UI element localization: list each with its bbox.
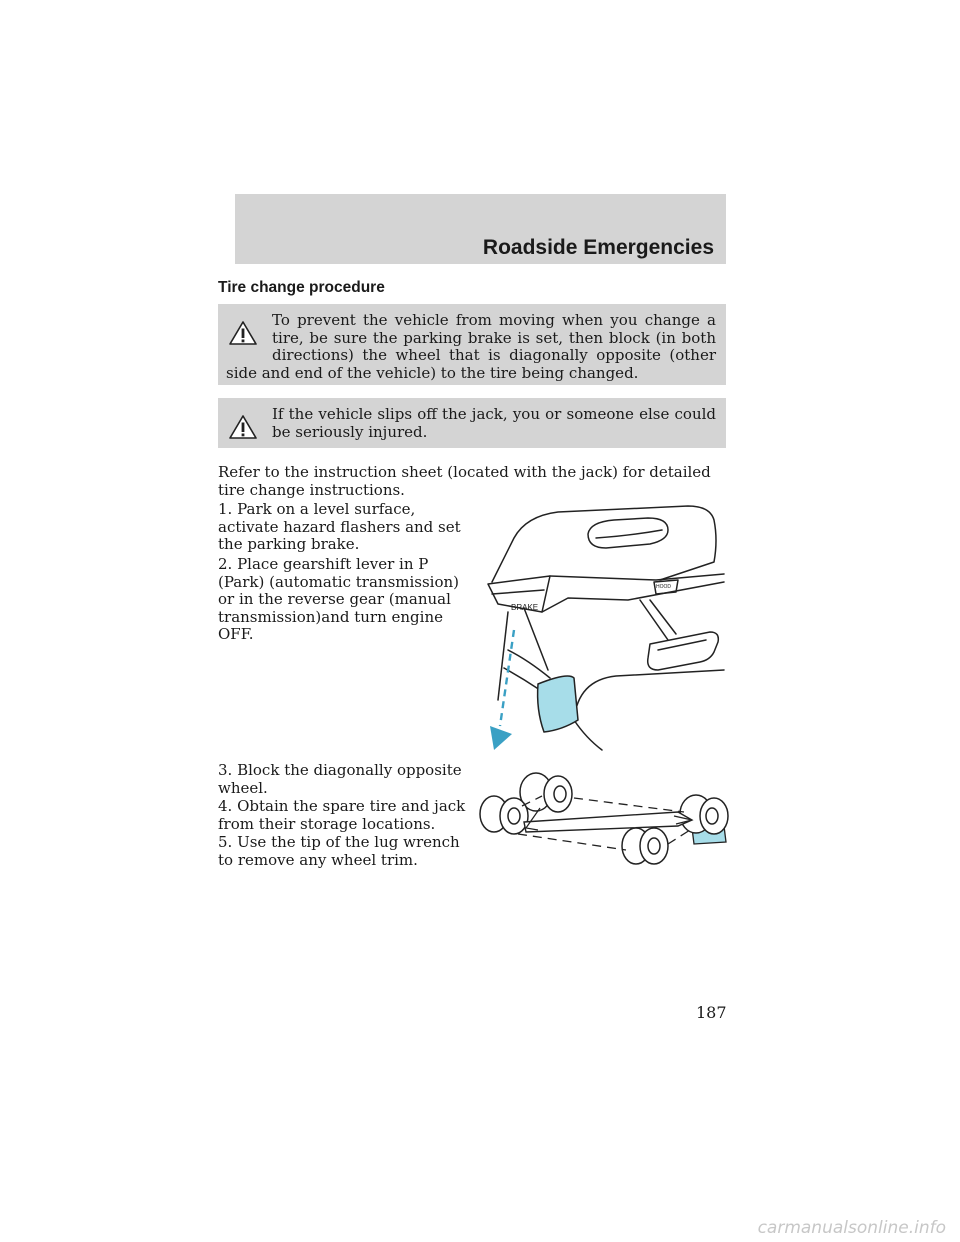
- page-number: 187: [696, 1003, 727, 1022]
- intro-paragraph: Refer to the instruction sheet (located with the jack) for detailed tire change instructions.: [218, 463, 711, 499]
- parking-brake-illustration: [478, 500, 728, 755]
- step-3: 3. Block the diagonally opposite wheel.: [218, 761, 462, 797]
- warning-triangle-icon: [228, 320, 258, 346]
- warning-text-jack: If the vehicle slips off the jack, you or someone else could be seriously injured.: [272, 405, 716, 441]
- step-2: 2. Place gearshift lever in P (Park) (automatic transmission) or in the reverse gear (manual transmission)and turn engine OFF.: [218, 555, 460, 643]
- brake-label: BRAKE: [511, 603, 539, 612]
- step-4: 4. Obtain the spare tire and jack from their storage locations.: [218, 797, 466, 833]
- warning-box-parking: [218, 304, 726, 385]
- step-1: 1. Park on a level surface, activate hazard flashers and set the parking brake.: [218, 500, 461, 553]
- section-header-title: Roadside Emergencies: [482, 236, 714, 259]
- hood-label: HOOD: [656, 584, 671, 590]
- step-5: 5. Use the tip of the lug wrench to remove any wheel trim.: [218, 833, 460, 869]
- warning-box-jack: [218, 398, 726, 448]
- section-title: Tire change procedure: [218, 279, 385, 296]
- wheel-blocking-illustration: [478, 770, 734, 870]
- header-band: [235, 194, 726, 264]
- warning-text-parking: To prevent the vehicle from moving when you change a tire, be sure the parking brake is set, then block (in both directions) the wheel that is diagonally opposite (other side and end of the vehicle) to the tire being changed.: [226, 311, 716, 382]
- warning-triangle-icon: [228, 414, 258, 440]
- watermark: carmanualsonline.info: [757, 1218, 946, 1238]
